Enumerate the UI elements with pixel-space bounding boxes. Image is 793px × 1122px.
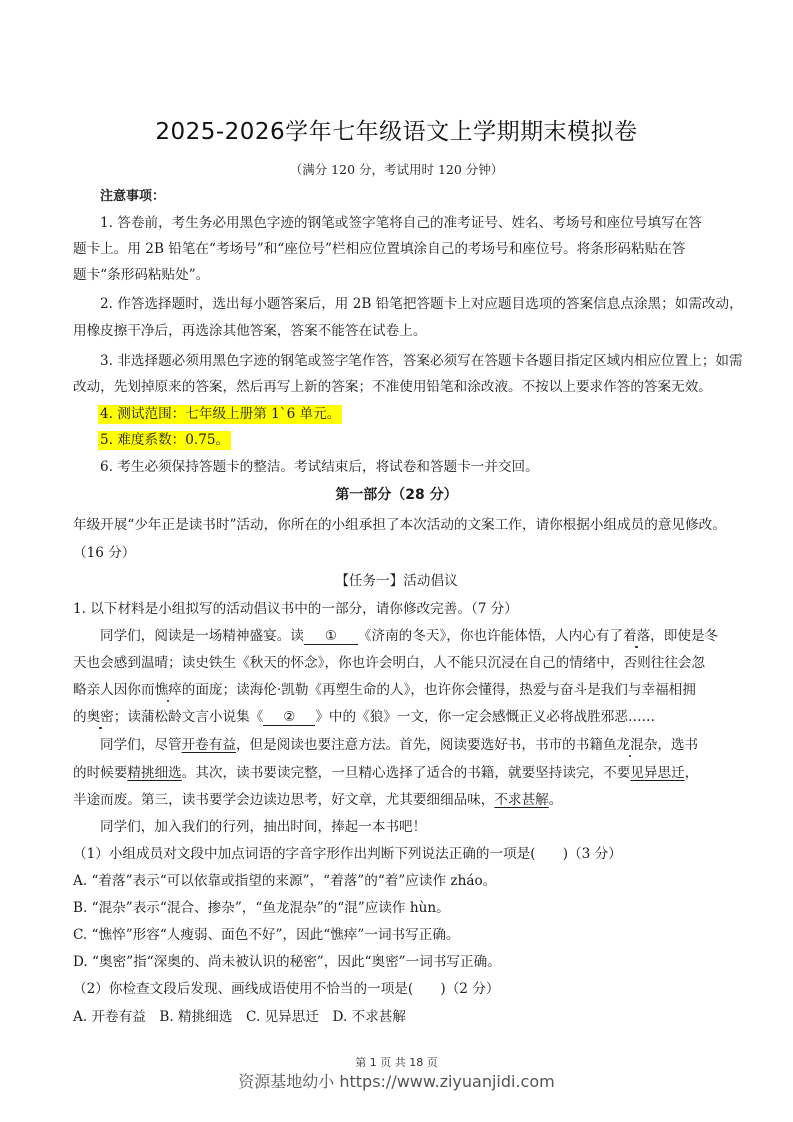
notice-item-2-line-1: 2. 作答选择题时，选出每小题答案后，用 2B 铅笔把答题卡上对应题目选项的答案信息点涂黑；如需改动， [100,296,743,312]
dotted-word: 着落 [622,628,651,644]
passage-line: 同学们，阅读是一场精神盛宴。读 ① 《济南的冬天》，你也许能体悟，人内心有了着落，即使是冬 [100,628,719,644]
sub-question-2-stem: （2）你检查文段后发现、画线成语使用不恰当的一项是( )（2 分） [73,981,500,997]
page-title: 2025-2026学年七年级语文上学期期末模拟卷 [155,119,638,145]
passage-line: 同学们，加入我们的行列，抽出时间，捧起一本书吧！ [100,819,427,835]
passage-line: 天也会感到温晴；读史铁生《秋天的怀念》，你也许会明白，人不能只沉浸在自己的情绪中，否则往往会忽 [73,655,706,671]
notice-item-6: 6. 考生必须保持答题卡的整洁。考试结束后，将试卷和答题卡一并交回。 [100,459,539,475]
fill-blank-1: ① [304,628,358,645]
passage-line: 的奥密；读蒲松龄文言小说集《 ② 》中的《狼》一文，你一定会感慨正义必将战胜邪恶…… [73,709,656,725]
task-heading: 【任务一】活动倡议 [335,573,458,589]
notice-item-4 [100,405,750,423]
highlighted-text: 4. 测试范围：七年级上册第 1`6 单元。 [100,406,341,422]
underlined-idiom: 精挑细选 [127,765,182,781]
notice-item-5 [100,431,750,449]
passage-line: 的时候要精挑细选。其次，读书要读完整，一旦精心选择了适合的书籍，就要坚持读完，不要见异思迁， [73,765,699,781]
dotted-word: 憔瘁 [154,682,182,698]
page-subtitle: （满分 120 分，考试用时 120 分钟） [289,162,504,177]
notice-heading: 注意事项： [100,189,166,204]
notice-item-1-line-3: 题卡“条形码粘贴处”。 [73,267,210,283]
notice-item-3-line-2: 改动，先划掉原来的答案，然后再写上新的答案；不准使用铅笔和涂改液。不按以上要求作答的答案无效。 [73,379,712,395]
part-heading: 第一部分（28 分） [335,487,458,503]
highlighted-text: 5. 难度系数：0.75。 [100,432,230,448]
sub-question-2-options: A. 开卷有益 B. 精挑细选 C. 见异思迁 D. 不求甚解 [73,1009,406,1025]
underlined-idiom: 不求甚解 [494,792,549,808]
option-c: C. “憔悴”形容“人瘦弱、面色不好”，因此“憔瘁”一词书写正确。 [73,927,460,943]
passage-line: 略亲人因你而憔瘁的面庞；读海伦·凯勒《再塑生命的人》，也许你会懂得，热爱与奋斗是我们与幸福相拥 [73,682,696,698]
notice-item-1-line-1: 1. 答卷前，考生务必用黑色字迹的钢笔或签字笔将自己的准考证号、姓名、考场号和座位号填写在答 [100,215,702,231]
underlined-idiom: 见异思迁 [630,765,685,781]
passage-line: 同学们，尽管开卷有益，但是阅读也要注意方法。首先，阅读要选好书，书市的书籍鱼龙混杂，选书 [100,737,699,753]
option-a: A. “着落”表示“可以依靠或指望的来源”，“着落”的“着”应读作 zháo。 [73,873,497,889]
option-b: B. “混杂”表示“混合、掺杂”，“鱼龙混杂”的“混”应读作 hùn。 [73,900,450,916]
notice-item-2-line-2: 用橡皮擦干净后，再选涂其他答案，答案不能答在试卷上。 [73,323,427,339]
dotted-word: 鱼龙混杂 [602,737,658,753]
sub-question-1-stem: （1）小组成员对文段中加点词语的字音字形作出判断下列说法正确的一项是( )（3 分） [73,846,622,862]
notice-item-1-line-2: 题卡上。用 2B 铅笔在“考场号”和“座位号”栏相应位置填涂自己的考场号和座位号。将条形码粘贴在答 [73,241,686,257]
option-d: D. “奥密”指“深奥的、尚未被认识的秘密”，因此“奥密”一词书写正确。 [73,954,501,970]
part-intro-line-2: （16 分） [73,545,136,561]
underlined-idiom: 开卷有益 [181,737,236,753]
page-number: 第 1 页 共 18 页 [355,1056,438,1069]
part-intro-line-1: 年级开展“少年正是读书时”活动，你所在的小组承担了本次活动的文案工作，请你根据小组成员的意见修改。 [73,517,726,533]
fill-blank-2: ② [263,709,315,726]
dotted-word: 奥密 [86,709,114,725]
question-1-stem: 1. 以下材料是小组拟写的活动倡议书中的一部分，请你修改完善。（7 分） [73,601,518,617]
watermark: 资源基地幼小 https://www.ziyuanjidi.com [238,1072,555,1091]
passage-line: 半途而废。第三，读书要学会边读边思考，好文章，尤其要细细品味，不求甚解。 [73,792,563,808]
notice-item-3-line-1: 3. 非选择题必须用黑色字迹的钢笔或签字笔作答，答案必须写在答题卡各题目指定区域内相应位置上；如需 [100,353,743,369]
